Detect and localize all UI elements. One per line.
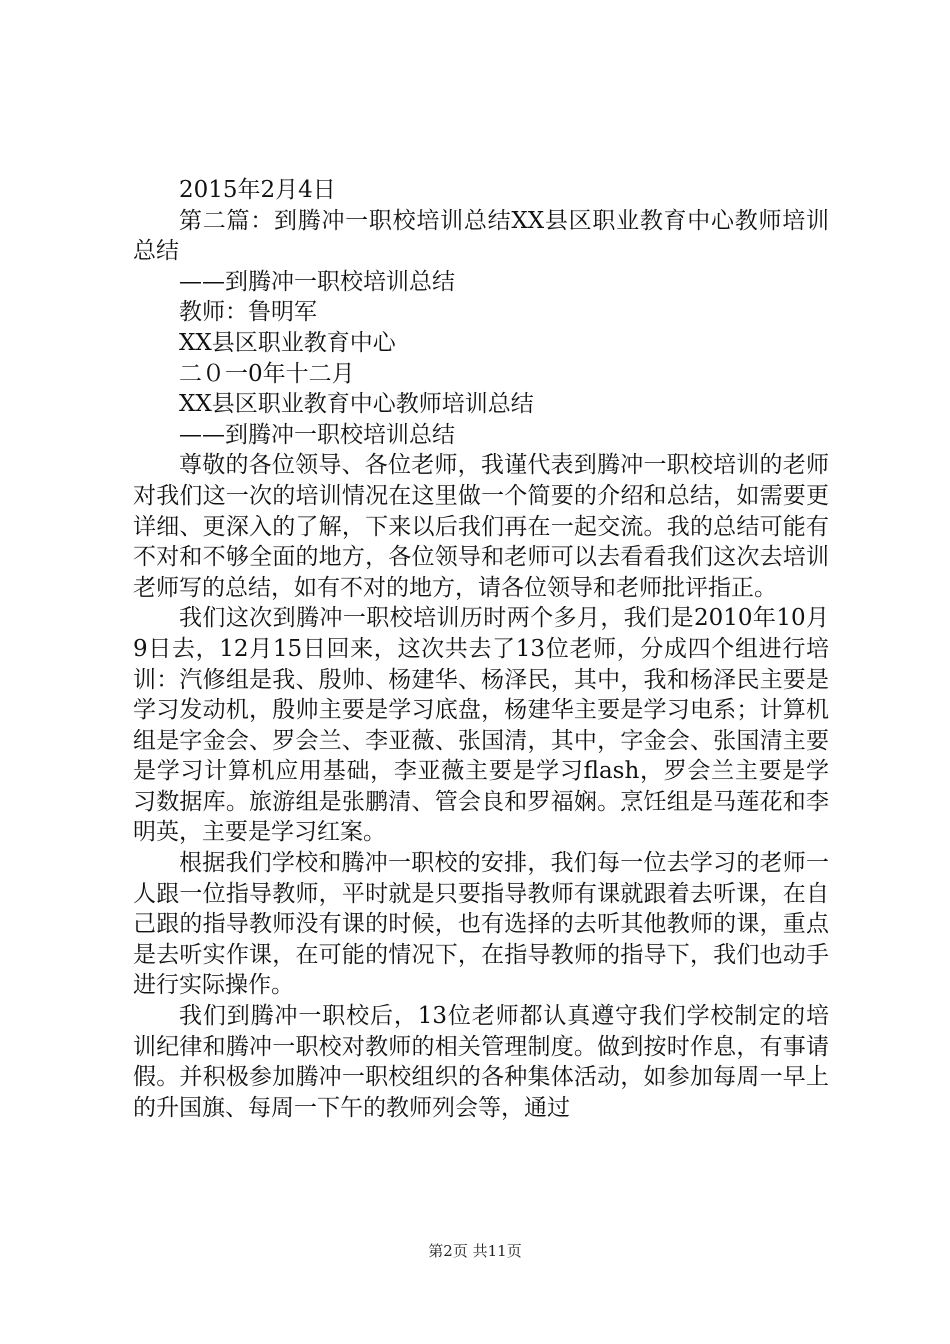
body-paragraph-training-method: 根据我们学校和腾冲一职校的安排，我们每一位去学习的老师一人跟一位指导教师，平时就是只要指导教师有课就跟着去听课，在自己跟的指导教师没有课的时候，也有选择的去听其他教师的课，重点是去听实作课，在可能的情况下，在指导教师的指导下，我们也动手进行实际操作。: [133, 850, 829, 999]
report-title: XX县区职业教育中心教师培训总结: [179, 391, 534, 418]
report-subtitle: ——到腾冲一职校培训总结: [179, 421, 455, 448]
subtitle-line: ——到腾冲一职校培训总结: [179, 268, 455, 295]
date-line: 2015年2月4日: [179, 177, 336, 203]
body-paragraph-intro: 尊敬的各位领导、各位老师，我谨代表到腾冲一职校培训的老师对我们这一次的培训情况在这里做一个简要的介绍和总结，如需要更详细、更深入的了解，下来以后我们再在一起交流。我的总结可能有不对和不够全面的地方，各位领导和老师可以去看看我们这次去培训老师写的总结，如有不对的地方，请各位领导和老师批评指正。: [133, 452, 829, 601]
document-body: [133, 175, 829, 1123]
document-date-line: 二０一0年十二月: [179, 360, 355, 387]
author-line: 教师：鲁明军: [179, 299, 317, 326]
page-number-footer: 第2页 共11页: [428, 1242, 522, 1260]
organization-line: XX县区职业教育中心: [179, 329, 396, 356]
section-heading: 第二篇：到腾冲一职校培训总结XX县区职业教育中心教师培训总结: [133, 207, 829, 265]
body-paragraph-discipline: 我们到腾冲一职校后，13位老师都认真遵守我们学校制定的培训纪律和腾冲一职校对教师的相关管理制度。做到按时作息，有事请假。并积极参加腾冲一职校组织的各种集体活动，如参加每周一早上的升国旗、每周一下午的教师列会等，通过: [133, 1003, 829, 1121]
body-paragraph-training-overview: 我们这次到腾冲一职校培训历时两个多月，我们是2010年10月9日去，12月15日回来，这次共去了13位老师，分成四个组进行培训：汽修组是我、殷帅、杨建华、杨泽民，其中，我和杨泽民主要是学习发动机，殷帅主要是学习底盘，杨建华主要是学习电系；计算机组是字金会、罗会兰、李亚薇、张国清，其中，字金会、张国清主要是学习计算机应用基础，李亚薇主要是学习flash，罗会兰主要是学习数据库。旅游组是张鹏清、管会良和罗福娴。烹饪组是马莲花和李明英，主要是学习红案。: [133, 605, 829, 846]
